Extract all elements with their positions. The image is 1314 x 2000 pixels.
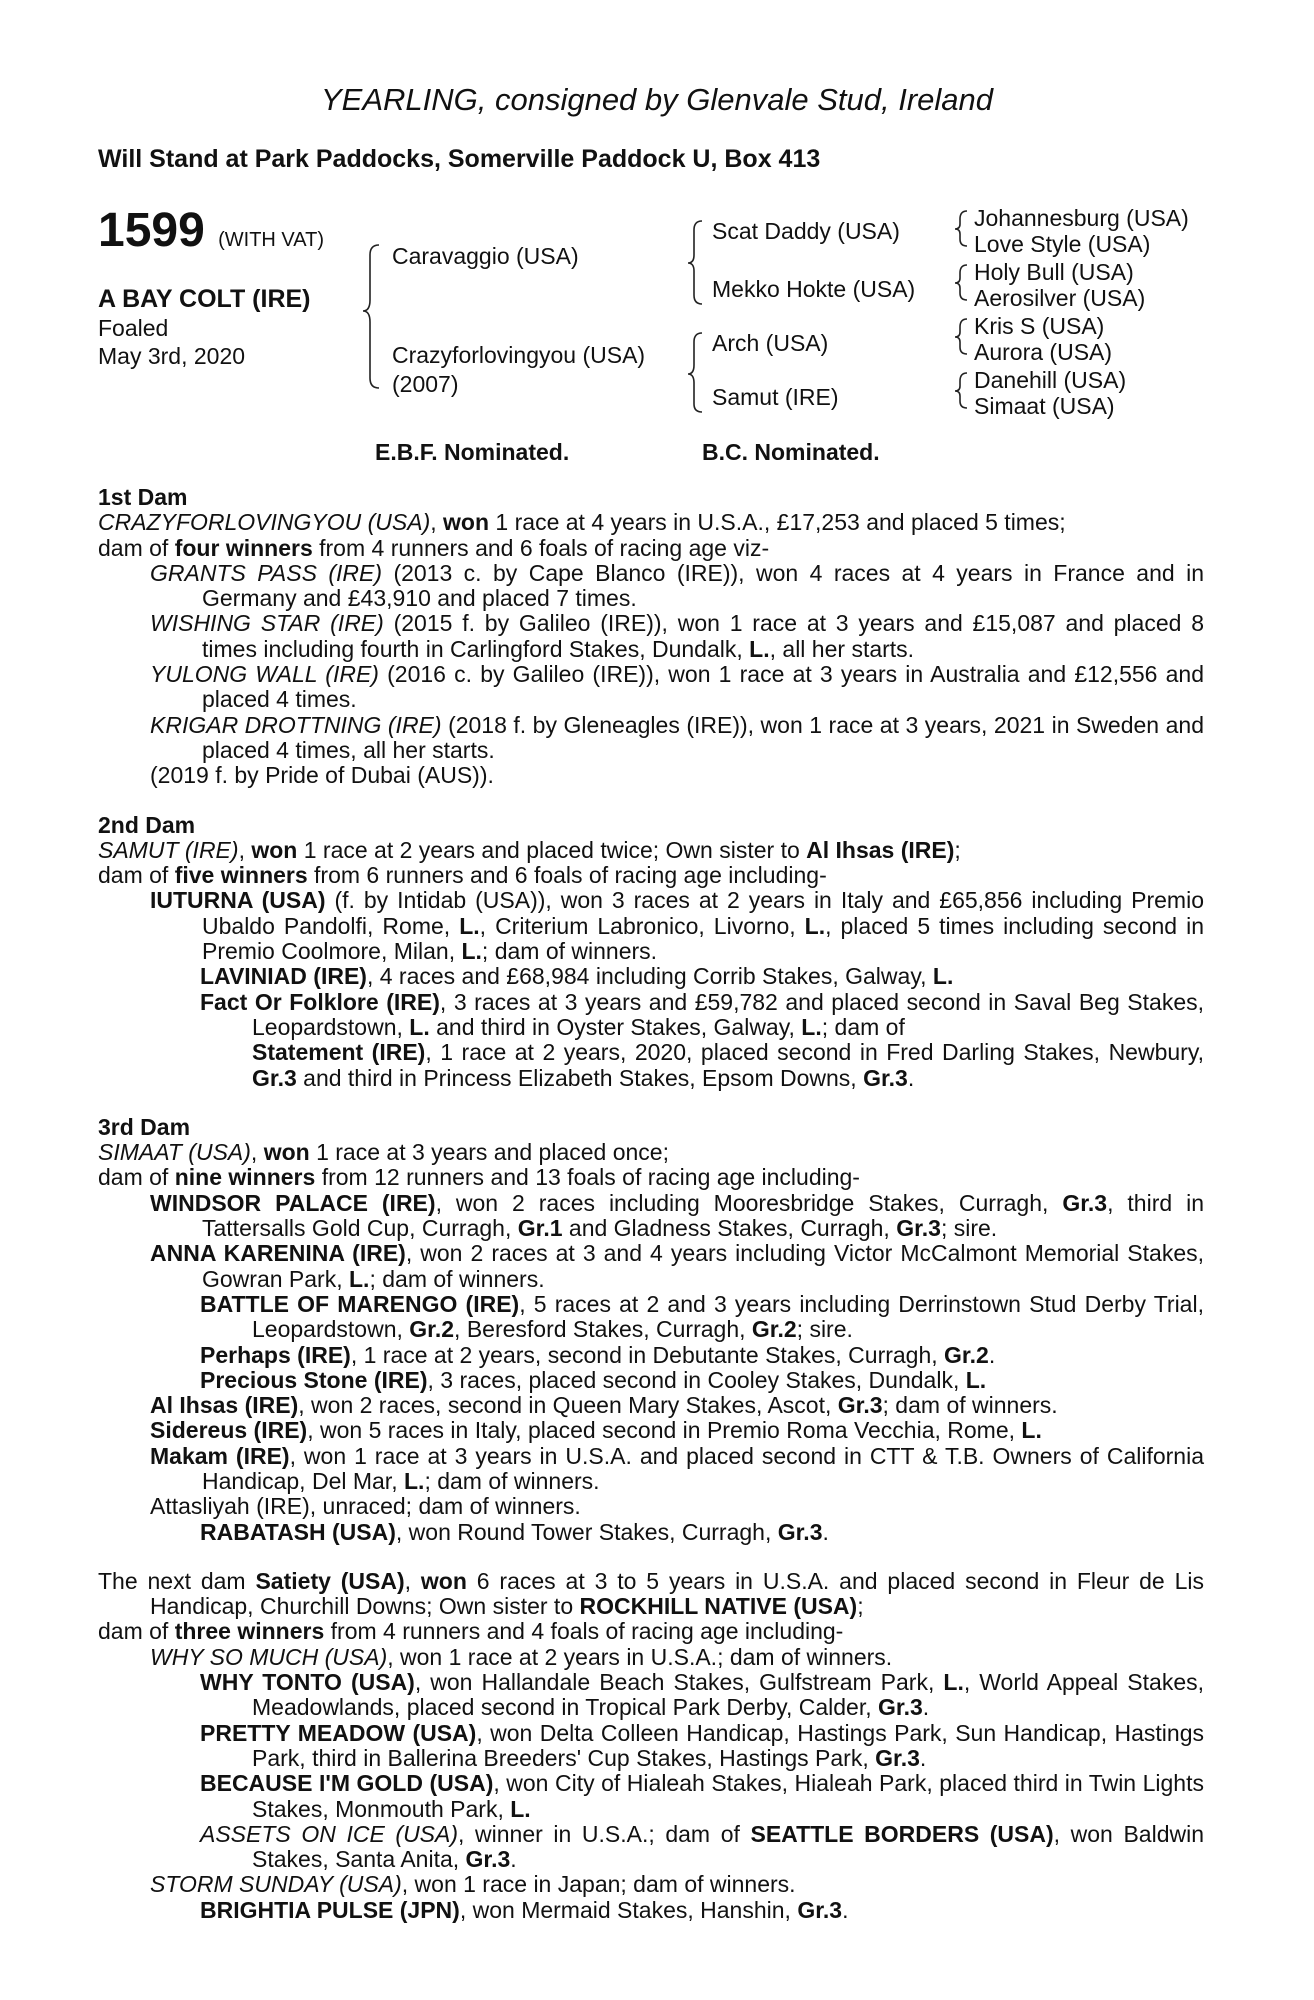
winners-count: three winners [174,1618,325,1645]
listed-mark: L. [403,1467,425,1494]
listed-mark: L. [461,938,482,965]
produce-name: KRIGAR DROTTNING (IRE) [150,711,442,738]
pedigree-g7: Danehill (USA) [974,367,1127,393]
text: ; dam of winners. [481,938,658,965]
second-dam-name: SAMUT (IRE) [98,836,239,863]
produce-name: SEATTLE BORDERS (USA) [750,1820,1054,1847]
produce-entry [98,1444,1204,1495]
bc-nomination: B.C. Nominated. [702,439,880,465]
third-dam-record: SIMAAT (USA), won 1 race at 3 years and placed once; [98,1139,669,1166]
listed-mark: L. [459,912,480,939]
lot-number-value: 1599 [98,204,205,257]
text: , placed 5 times including second in Premio Coolmore, Milan, [202,912,1204,965]
produce-entry [98,1721,1204,1772]
text: , won City of Hialeah Stakes, Hialeah Park, placed third in Twin Lights Stakes, Monmouth Park, [252,1770,1204,1822]
listed-mark: L. [749,635,770,662]
group-mark: Gr.3 [797,1896,843,1923]
produce-name: Precious Stone (IRE) [200,1366,428,1393]
text: ; dam of winners. [882,1392,1058,1419]
produce-entry [98,1418,1204,1443]
produce-name: IUTURNA (USA) [150,887,326,914]
text: , winner in U.S.A.; dam of [458,1820,751,1847]
produce-name: BRIGHTIA PULSE (JPN) [200,1896,460,1923]
produce-name: RABATASH (USA) [200,1518,396,1545]
pedigree-sire: Caravaggio (USA) [392,243,579,269]
group-mark: Gr.2 [944,1341,989,1368]
produce-name: WHY TONTO (USA) [200,1669,415,1696]
listed-mark: L. [804,912,826,939]
pedigree-g5: Kris S (USA) [974,313,1105,339]
produce-text: (2013 c. by Cape Blanco (IRE)), won 4 races at 4 years in France and in Germany and £43,910 and placed 7 times. [202,559,1204,612]
produce-entry [98,1343,1204,1368]
text: , won Baldwin Stakes, Santa Anita, [252,1820,1204,1873]
next-dam-record: The next dam Satiety (USA), won 6 races at 3 to 5 years in U.S.A. and placed second in Fleur de Lis Handicap, Churchill Downs; Own sister to ROCKHILL NATIVE (USA); [98,1567,1204,1620]
text: , 3 races at 3 years and £59,782 and placed second in Saval Beg Stakes, Leopardstown, [252,988,1204,1040]
produce-entry [98,1494,1204,1519]
produce-name: BATTLE OF MARENGO (IRE) [200,1290,520,1317]
produce-entry [98,611,1204,662]
produce-entry [98,763,1204,788]
text: , won 2 races, second in Queen Mary Stakes, Ascot, [298,1392,838,1419]
pedigree-g8: Simaat (USA) [974,393,1115,419]
pedigree-g6: Aurora (USA) [974,339,1113,365]
text: , 1 race at 2 years, 2020, placed second in Fred Darling Stakes, Newbury, [425,1039,1205,1066]
listed-mark: L. [1021,1417,1042,1444]
won-label: won [251,836,298,863]
first-dam-heading: 1st Dam [98,484,188,510]
text: ; dam of winners. [369,1265,545,1292]
group-mark: Gr.1 [517,1215,563,1242]
pedigree-g1: Johannesburg (USA) [974,205,1189,231]
text: , Criterium Labronico, Livorno, [479,912,805,939]
text: , 1 race at 2 years, second in Debutante Stakes, Curragh, [350,1341,945,1368]
text: , won 5 races in Italy, placed second in Premio Roma Vecchia, Rome, [307,1417,1022,1444]
group-mark: Gr.3 [1062,1189,1108,1216]
text: The next dam [98,1567,256,1594]
pedigree-sire-sire: Scat Daddy (USA) [712,218,900,244]
text: . [919,1744,927,1771]
group-mark: Gr.3 [252,1064,297,1091]
spacer [98,1545,1204,1569]
text: , won Hallandale Beach Stakes, Gulfstream Park, [414,1669,944,1696]
produce-entry [98,990,1204,1091]
second-dam-heading: 2nd Dam [98,811,196,838]
text: 1 race at 3 years and placed once; [309,1139,669,1166]
text: and Gladness Stakes, Curragh, [562,1215,897,1242]
text: ; sire. [796,1316,853,1343]
first-dam-produce-summary [98,536,1204,561]
vat-label: (WITH VAT) [218,229,325,251]
listed-mark: L. [932,963,954,990]
second-dam-produce-summary [98,863,1204,888]
pedigree-g2: Love Style (USA) [974,231,1151,257]
produce-entry [98,1898,1204,1923]
text: dam of [98,1618,175,1645]
produce-entry [98,662,1204,713]
text: ; [857,1593,864,1620]
next-dam-name: Satiety (USA) [255,1567,405,1594]
foaled-date: May 3rd, 2020 [98,343,246,369]
third-dam-heading: 3rd Dam [98,1113,191,1140]
group-mark: Gr.3 [863,1064,908,1091]
listed-mark: L. [349,1265,370,1292]
text: , won 1 race at 3 years in U.S.A. and placed second in CTT & T.B. Owners of California Handicap, Del Mar, [202,1442,1204,1494]
text: , won Round Tower Stakes, Curragh, [395,1518,778,1545]
winners-count: nine winners [174,1164,316,1191]
listed-mark: L. [801,1013,822,1040]
produce-name: STORM SUNDAY (USA) [150,1871,402,1898]
produce-name: Makam (IRE) [150,1442,290,1469]
group-mark: Gr.2 [751,1316,797,1343]
produce-text: (2018 f. by Gleneagles (IRE)), won 1 race at 3 years, 2021 in Sweden and placed 4 times, all her starts. [202,711,1204,763]
winners-count: five winners [174,862,308,889]
produce-entry [98,1191,1204,1242]
first-dam-won: won [443,509,490,536]
pedigree-dam: Crazyforlovingyou (USA) [392,342,646,368]
text: and third in Oyster Stakes, Galway, [429,1013,802,1040]
text: . [822,1518,829,1545]
pedigree-dam-dam: Samut (IRE) [712,384,839,410]
produce-entry [98,1771,1204,1822]
listed-mark: L. [510,1795,531,1822]
text: , 4 races and £68,984 including Corrib Stakes, Galway, [366,963,933,990]
listed-mark: L. [409,1013,430,1040]
page-title: YEARLING, consigned by Glenvale Stud, Ireland [320,82,994,117]
first-dam-record-text: 1 race at 4 years in U.S.A., £17,253 and placed 5 times; [489,509,1066,536]
produce-name: Statement (IRE) [252,1039,426,1066]
text: dam of [98,862,175,889]
text: ; sire. [940,1215,998,1242]
text: , won Mermaid Stakes, Hanshin, [459,1896,798,1923]
produce-name: WISHING STAR (IRE) [150,610,384,637]
produce-entry [98,888,1204,964]
produce-entry [98,561,1204,612]
text: and third in Princess Elizabeth Stakes, Epsom Downs, [296,1064,864,1091]
listed-mark: L. [965,1366,987,1393]
first-dam-name: CRAZYFORLOVINGYOU (USA) [98,509,431,536]
text: ; dam of winners. [424,1467,600,1494]
produce-entry [98,1822,1204,1873]
group-mark: Gr.3 [777,1518,823,1545]
pedigree-dam-sire: Arch (USA) [712,330,829,356]
won-label: won [420,1567,467,1594]
produce-name: WINDSOR PALACE (IRE) [150,1189,436,1216]
text: , won 1 race in Japan; dam of winners. [401,1871,796,1898]
produce-name: BECAUSE I'M GOLD (USA) [200,1770,494,1797]
won-label: won [263,1139,310,1166]
text: , third in Tattersalls Gold Cup, Curragh, [202,1189,1204,1242]
produce-name: Perhaps (IRE) [200,1341,351,1368]
text: Attasliyah (IRE), unraced; dam of winners. [150,1493,581,1520]
listed-mark: L. [943,1669,964,1696]
text: dam of [98,1164,175,1191]
produce-text: (2016 c. by Galileo (IRE)), won 1 race at 3 years in Australia and £12,556 and placed 4 times. [202,661,1205,713]
produce-name: GRANTS PASS (IRE) [150,559,383,586]
produce-entry [98,1872,1204,1897]
produce-entry [98,1292,1204,1343]
pedigree-dam-year: (2007) [392,371,459,397]
produce-entry [98,1520,1204,1545]
produce-name: LAVINIAD (IRE) [200,963,367,990]
text: , won 2 races at 3 and 4 years including Victor McCalmont Memorial Stakes, Gowran Park, [202,1240,1205,1292]
horse-description: A BAY COLT (IRE) [98,285,311,313]
text: . [842,1896,849,1923]
sister-name: Al Ihsas (IRE) [806,836,955,863]
text: from 4 runners and 4 foals of racing age including- [324,1618,844,1645]
produce-entry [98,1368,1204,1393]
catalogue-body [98,485,1204,1923]
text: , World Appeal Stakes, Meadowlands, placed second in Tropical Park Derby, Calder, [252,1669,1205,1721]
sister-name: ROCKHILL NATIVE (USA) [579,1593,858,1620]
text: . [988,1341,996,1368]
produce-entry [98,1670,1204,1721]
produce-text: (2015 f. by Galileo (IRE)), won 1 race at 3 years and £15,087 and placed 8 times including fourth in Carlingford Stakes, Dundalk, [202,610,1204,662]
pedigree-sire-dam: Mekko Hokte (USA) [712,276,916,302]
text: from 4 runners and 6 foals of racing age viz- [312,534,770,561]
group-mark: Gr.3 [837,1392,883,1419]
text: , won 2 races including Mooresbridge Stakes, Curragh, [435,1189,1063,1216]
text: ; dam of [821,1013,905,1040]
pedigree-g4: Aerosilver (USA) [974,285,1146,311]
text: from 6 runners and 6 foals of racing age including- [307,862,827,889]
produce-entry [98,1393,1204,1418]
text: . [907,1064,915,1091]
text: 6 races at 3 to 5 years in U.S.A. and placed second in Fleur de Lis Handicap, Churchill Downs; Own sister to [150,1567,1204,1620]
text: from 12 runners and 13 foals of racing age including- [315,1164,860,1191]
group-mark: Gr.3 [878,1694,923,1721]
produce-name: WHY SO MUCH (USA) [150,1643,388,1670]
winners-count: four winners [174,534,313,561]
first-dam-record: CRAZYFORLOVINGYOU (USA), won 1 race at 4 years in U.S.A., £17,253 and placed 5 times; [98,509,1066,536]
produce-name: ASSETS ON ICE (USA) [200,1820,459,1847]
produce-name: YULONG WALL (IRE) [150,661,379,688]
produce-name: Al Ihsas (IRE) [150,1392,299,1419]
text: , 5 races at 2 and 3 years including Derrinstown Stud Derby Trial, Leopardstown, [252,1290,1204,1343]
produce-entry [98,964,1204,989]
text: (f. by Intidab (USA)), won 3 races at 2 years in Italy and £65,856 including Premio Ubaldo Pandolfi, Rome, [202,887,1204,939]
group-mark: Gr.3 [896,1215,941,1242]
text: , 3 races, placed second in Cooley Stakes, Dundalk, [427,1366,966,1393]
produce-name: ANNA KARENINA (IRE) [150,1240,406,1267]
text: 1 race at 2 years and placed twice; Own sister to [297,836,807,863]
produce-text: , all her starts. [769,635,915,662]
third-dam-produce-summary [98,1165,1204,1190]
foaled-label: Foaled [98,315,169,341]
produce-entry [98,1645,1204,1670]
text: . [510,1846,517,1873]
pedigree-g3: Holy Bull (USA) [974,259,1134,285]
stand-location: Will Stand at Park Paddocks, Somerville Paddock U, Box 413 [98,145,821,173]
produce-name: Sidereus (IRE) [150,1417,308,1444]
text: , Beresford Stakes, Curragh, [454,1316,752,1343]
text: dam of [98,534,175,561]
text: , won 1 race at 2 years in U.S.A.; dam of winners. [387,1643,893,1670]
group-mark: Gr.2 [409,1316,455,1343]
produce-entry [98,1241,1204,1292]
group-mark: Gr.3 [875,1744,920,1771]
produce-name: Fact Or Folklore (IRE) [200,988,440,1015]
produce-name: PRETTY MEADOW (USA) [200,1719,477,1746]
produce-text: (2019 f. by Pride of Dubai (AUS)). [150,762,494,789]
third-dam-name: SIMAAT (USA) [98,1139,251,1166]
group-mark: Gr.3 [465,1846,511,1873]
text: . [922,1694,930,1721]
text: , won Delta Colleen Handicap, Hastings Park, Sun Handicap, Hastings Park, third in Ballerina Breeders' Cup Stakes, Hastings Park, [252,1719,1205,1771]
produce-entry [98,713,1204,764]
ebf-nomination: E.B.F. Nominated. [375,439,570,465]
next-dam-produce-summary [98,1619,1204,1644]
second-dam-record: SAMUT (IRE), won 1 race at 2 years and placed twice; Own sister to Al Ihsas (IRE); [98,836,961,863]
